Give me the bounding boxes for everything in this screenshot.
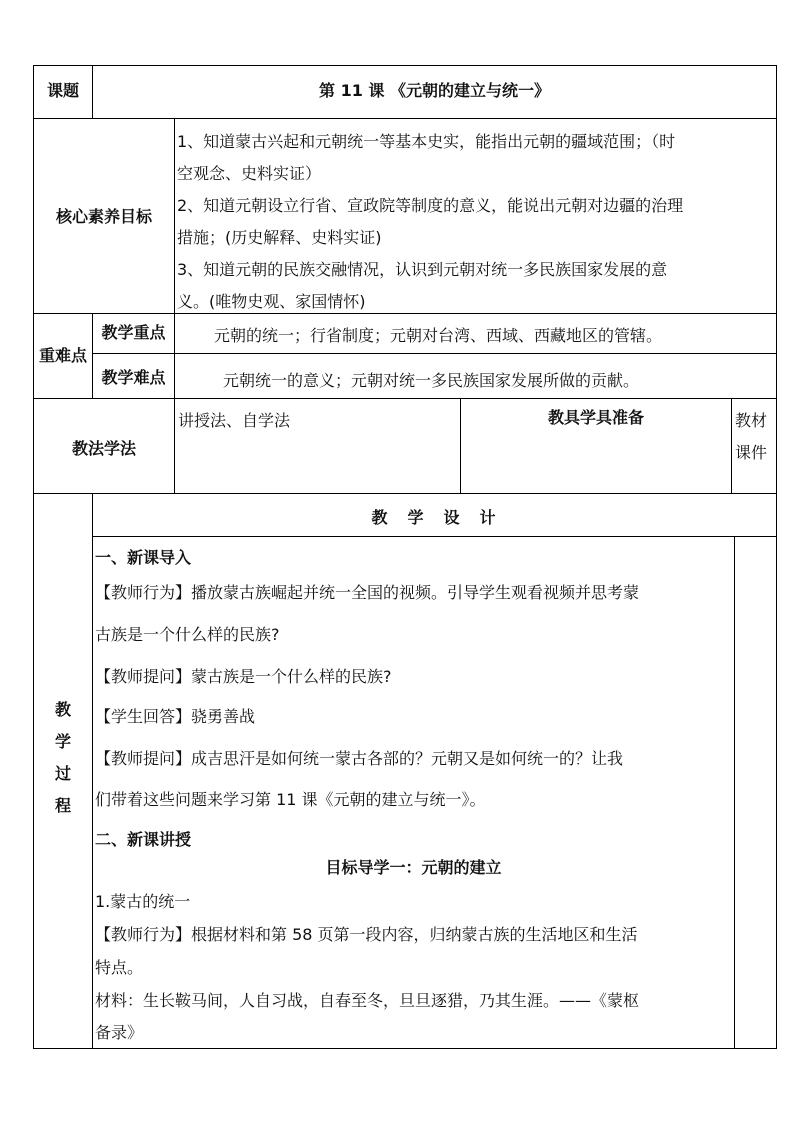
col-divider-b [174, 118, 175, 314]
keypoints-label: 重难点 [38, 346, 87, 365]
col-divider-e [174, 398, 175, 494]
goal-line-3: 2、知道元朝设立行省、宣政院等制度的意义，能说出元朝对边疆的治理 [177, 196, 684, 215]
process-line-5: 【学生回答】骁勇善战 [95, 707, 256, 726]
col-divider-g [731, 398, 732, 494]
col-divider-h [92, 493, 93, 1049]
objective-heading-1: 目标导学一：元朝的建立 [325, 858, 502, 877]
process-label-char-1: 教 [54, 700, 71, 719]
table-border-bottom [33, 1048, 777, 1049]
process-line-13: 材料：生长鞍马间，人自习战，自春至冬，旦旦逐猎，乃其生涯。——《蒙枢 [95, 991, 640, 1010]
design-title: 教 学 设 计 [371, 508, 498, 527]
tools-value-1: 教材 [735, 411, 768, 430]
process-line-12: 特点。 [95, 958, 144, 977]
tools-label: 教具学具准备 [547, 408, 644, 427]
process-line-3: 古族是一个什么样的民族? [95, 625, 280, 644]
process-line-11: 【教师行为】根据材料和第 58 页第一段内容，归纳蒙古族的生活地区和生活 [95, 925, 638, 944]
difficulty-text: 元朝统一的意义；元朝对统一多民族国家发展所做的贡献。 [223, 371, 640, 390]
goal-line-1: 1、知道蒙古兴起和元朝统一等基本史实，能指出元朝的疆域范围；（时 [177, 132, 676, 151]
process-line-10: 1.蒙古的统一 [95, 892, 191, 911]
methods-value: 讲授法、自学法 [178, 411, 291, 430]
row-divider-3 [33, 398, 777, 399]
goal-line-6: 义。(唯物史观、家国情怀) [177, 292, 366, 311]
process-line-6: 【教师提问】成吉思汗是如何统一蒙古各部的？元朝又是如何统一的？让我 [95, 749, 624, 768]
row-divider-design [92, 536, 777, 537]
goal-line-2: 空观念、史料实证） [177, 164, 322, 183]
process-line-7: 们带着这些问题来学习第 11 课《元朝的建立与统一》。 [95, 790, 486, 809]
tools-value-2: 课件 [735, 443, 768, 462]
row-divider-2 [33, 313, 777, 314]
section-heading-intro: 一、新课导入 [95, 548, 192, 567]
process-label-char-2: 学 [54, 732, 71, 751]
focus-label: 教学重点 [101, 323, 166, 342]
focus-text: 元朝的统一；行省制度；元朝对台湾、西域、西藏地区的管辖。 [214, 326, 663, 345]
topic-label: 课题 [46, 81, 79, 100]
goal-line-4: 措施；(历史解释、史料实证) [177, 228, 382, 247]
process-line-4: 【教师提问】蒙古族是一个什么样的民族? [95, 667, 392, 686]
col-divider-i [734, 536, 735, 1049]
process-label-char-4: 程 [54, 796, 71, 815]
methods-label: 教法学法 [71, 439, 136, 458]
table-border-right [776, 65, 777, 1049]
process-line-14: 备录》 [95, 1023, 144, 1042]
col-divider-d [174, 313, 175, 399]
table-border-top [33, 65, 777, 66]
process-line-2: 【教师行为】播放蒙古族崛起并统一全国的视频。引导学生观看视频并思考蒙 [95, 583, 640, 602]
process-label-char-3: 过 [54, 764, 71, 783]
row-divider-keypoints [92, 353, 777, 354]
goals-label: 核心素养目标 [55, 207, 152, 226]
row-divider-1 [33, 118, 777, 119]
section-heading-new-lesson: 二、新课讲授 [95, 830, 192, 849]
row-divider-4 [33, 493, 777, 494]
difficulty-label: 教学难点 [101, 368, 166, 387]
lesson-title: 第 11 课 《元朝的建立与统一》 [319, 81, 550, 100]
goal-line-5: 3、知道元朝的民族交融情况，认识到元朝对统一多民族国家发展的意 [177, 260, 668, 279]
